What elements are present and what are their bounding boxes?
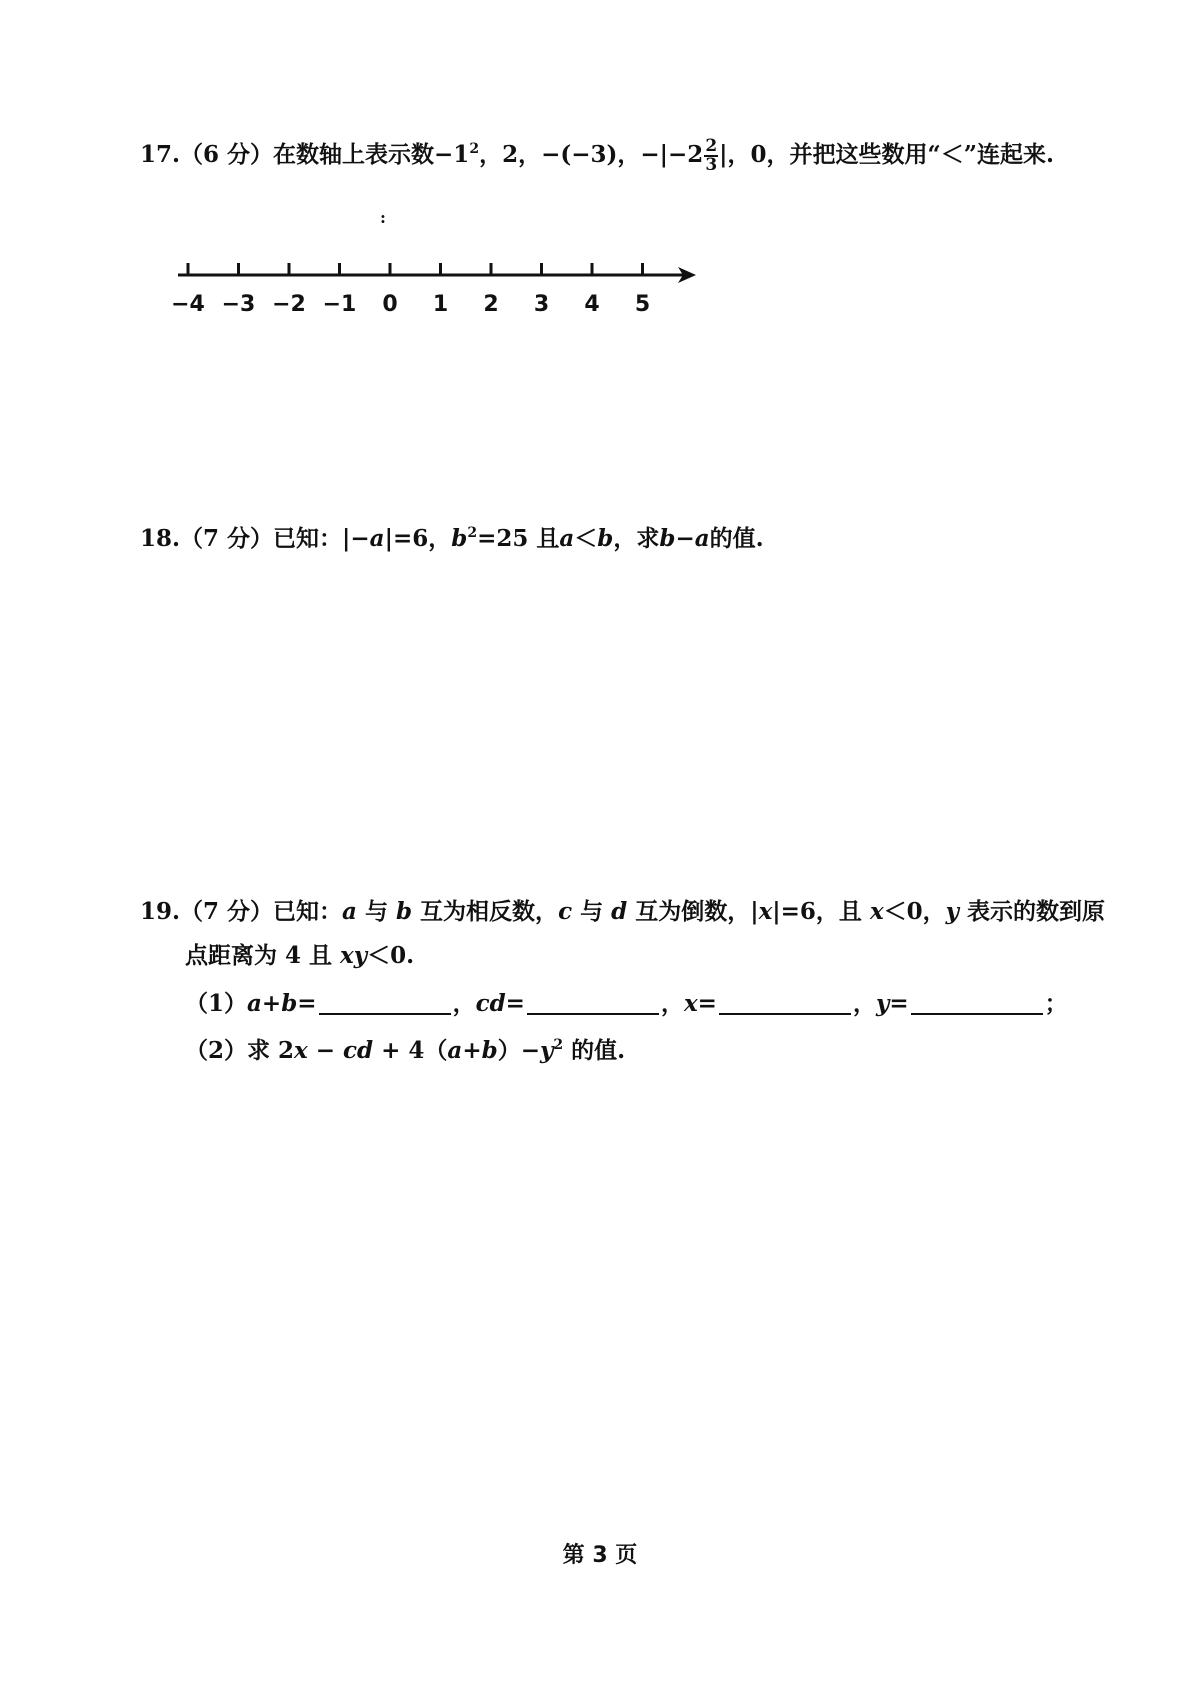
page-number: 第 3 页: [562, 1543, 638, 1568]
number-line-tick-label: −2: [272, 292, 306, 317]
q17-score: （6 分）: [180, 141, 274, 168]
number-line-tick-label: 5: [634, 292, 651, 317]
number-line-tick-label: 4: [584, 292, 600, 317]
number-line-tick-label: 3: [533, 292, 550, 317]
q19-number: 19.: [140, 898, 181, 925]
number-line-tick-label: −4: [171, 292, 205, 317]
q19-score: （7 分）: [180, 898, 274, 925]
number-line: [171, 255, 698, 325]
number-line-tick-label: −3: [221, 292, 256, 317]
q18-number: 18.: [140, 525, 181, 552]
q18-score: （7 分）: [180, 525, 274, 552]
question-18: 18.（7 分）已知：|−a|=6，$b^2=25$ 且a＜b，求b−a的值.: [140, 525, 764, 552]
answer-blank-ab[interactable]: [319, 991, 451, 1015]
number-line-tick-label: 0: [382, 292, 398, 317]
part-1-label: （1）: [185, 990, 248, 1017]
question-19-part-2: （2）求 2x − cd + $4(a+b)-y^2$ 的值.: [185, 1037, 626, 1064]
number-line-tick-label: −1: [322, 292, 357, 317]
stray-mark: :: [380, 208, 386, 227]
question-19-line-1: 19.（7 分）已知：a 与 b 互为相反数，c 与 d 互为倒数，|x|=6，且 x＜0，y 表示的数到原: [140, 898, 1106, 925]
answer-blank-y[interactable]: [911, 991, 1043, 1015]
number-line-tick-label: 1: [432, 292, 449, 317]
question-19-part-1: （1）a+b= ，cd= ，x= ，y= ；: [185, 990, 1068, 1017]
question-17: 17.（6 分）在数轴上表示数$-1^2$，2，−(−3)，−|−2 $\frac{2}{3}$ |，0，并把这些数用“＜”连起来.: [140, 136, 1055, 175]
fraction: $\frac{2}{3}$: [705, 136, 718, 175]
number-line-ticks: [171, 263, 650, 317]
q17-text: 在数轴上表示数: [273, 141, 435, 168]
q17-number: 17.: [140, 141, 181, 168]
answer-blank-cd[interactable]: [527, 991, 659, 1015]
number-line-tick-label: 2: [483, 292, 499, 317]
answer-blank-x[interactable]: [719, 991, 851, 1015]
question-19-line-2: 点距离为 4 且 xy＜0.: [185, 942, 415, 969]
